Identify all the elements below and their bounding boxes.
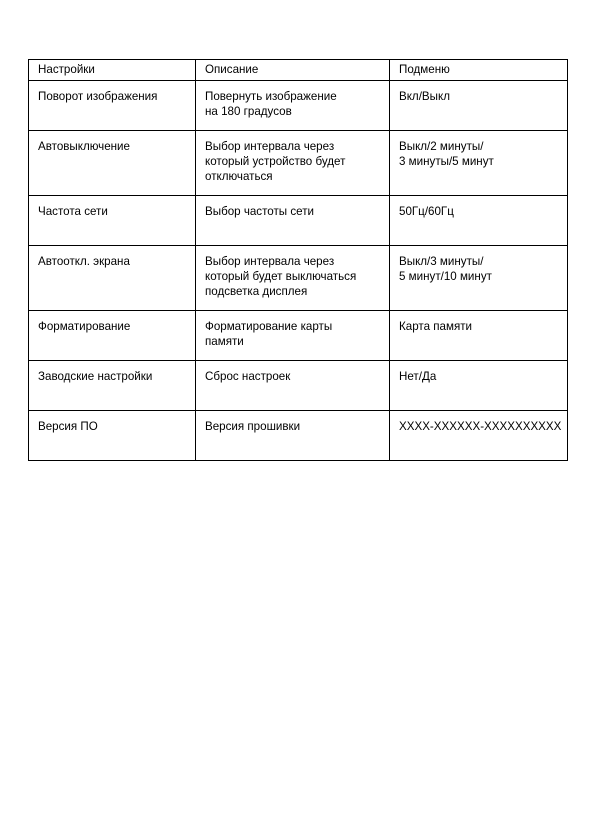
submenu-cell [390, 131, 568, 196]
header-submenu [390, 60, 568, 81]
submenu-cell [390, 81, 568, 131]
table-row [29, 196, 568, 246]
setting-description: Сброс настроек [205, 370, 291, 383]
table-row [29, 81, 568, 131]
setting-cell [29, 131, 196, 196]
setting-options: XXXX-XXXXXX-XXXXXXXXXX [399, 420, 562, 433]
submenu-cell [390, 411, 568, 461]
setting-options: Выкл/3 минуты/ 5 минут/10 минут [399, 255, 492, 283]
description-cell [196, 361, 390, 411]
setting-description: Повернуть изображение на 180 градусов [205, 90, 337, 118]
setting-description: Выбор частоты сети [205, 205, 314, 218]
setting-cell [29, 361, 196, 411]
setting-description: Выбор интервала через который будет выключаться подсветка дисплея [205, 255, 357, 298]
setting-description: Выбор интервала через который устройство будет отключаться [205, 140, 346, 183]
description-cell [196, 81, 390, 131]
setting-cell [29, 311, 196, 361]
submenu-cell [390, 246, 568, 311]
table-row [29, 246, 568, 311]
header-description-label: Описание [205, 63, 259, 76]
settings-table [28, 59, 568, 461]
setting-options: 50Гц/60Гц [399, 205, 454, 218]
setting-description: Форматирование карты памяти [205, 320, 333, 348]
setting-cell [29, 411, 196, 461]
setting-name: Поворот изображения [38, 90, 158, 103]
setting-name: Форматирование [38, 320, 131, 333]
table-row [29, 311, 568, 361]
setting-options: Выкл/2 минуты/ 3 минуты/5 минут [399, 140, 494, 168]
header-settings [29, 60, 196, 81]
header-description [196, 60, 390, 81]
description-cell [196, 246, 390, 311]
table-header-row [29, 60, 568, 81]
description-cell [196, 196, 390, 246]
setting-name: Заводские настройки [38, 370, 153, 383]
header-submenu-label: Подменю [399, 63, 450, 76]
submenu-cell [390, 196, 568, 246]
submenu-cell [390, 361, 568, 411]
setting-options: Вкл/Выкл [399, 90, 450, 103]
table-row [29, 411, 568, 461]
setting-name: Автооткл. экрана [38, 255, 130, 268]
header-settings-label: Настройки [38, 63, 95, 76]
description-cell [196, 411, 390, 461]
setting-cell [29, 246, 196, 311]
setting-name: Версия ПО [38, 420, 98, 433]
setting-options: Карта памяти [399, 320, 473, 333]
setting-cell [29, 81, 196, 131]
description-cell [196, 311, 390, 361]
submenu-cell [390, 311, 568, 361]
description-cell [196, 131, 390, 196]
table-row [29, 361, 568, 411]
setting-description: Версия прошивки [205, 420, 301, 433]
setting-cell [29, 196, 196, 246]
table-row [29, 131, 568, 196]
setting-name: Частота сети [38, 205, 108, 218]
setting-name: Автовыключение [38, 140, 130, 153]
setting-options: Нет/Да [399, 370, 437, 383]
